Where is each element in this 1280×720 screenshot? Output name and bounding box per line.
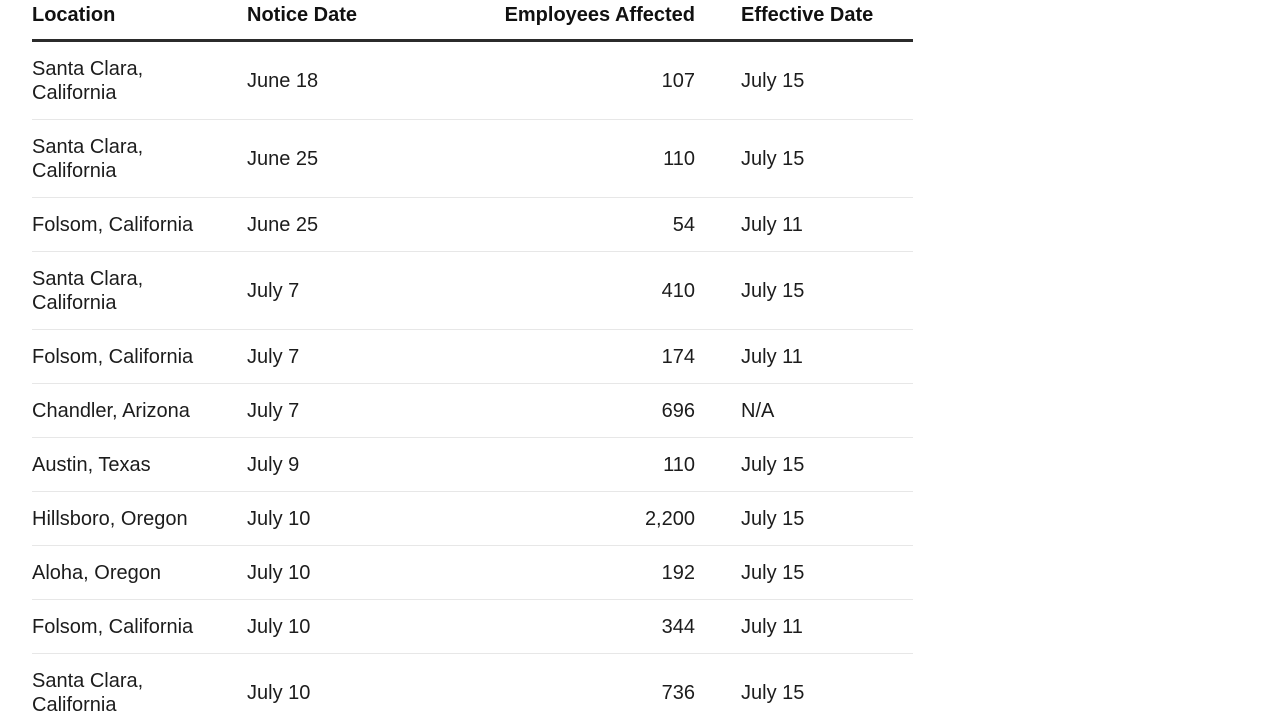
employees-affected-cell: 696 (661, 399, 695, 422)
notice-date-cell: July 7 (247, 279, 300, 302)
effective-date-cell: N/A (741, 399, 775, 422)
location-cell (32, 669, 247, 717)
location-cell (32, 57, 247, 105)
effective-date-cell: July 15 (741, 279, 805, 302)
header-location: Location (32, 4, 116, 26)
location-cell: Folsom, California (32, 213, 194, 236)
table-row (32, 438, 913, 492)
notice-date-cell: July 7 (247, 345, 300, 368)
employees-affected-cell: 174 (661, 345, 695, 368)
table-row (32, 42, 913, 120)
table-row (32, 120, 913, 198)
employees-affected-cell: 736 (661, 682, 695, 704)
employees-affected-cell: 107 (661, 69, 695, 92)
effective-date-cell: July 15 (741, 561, 805, 584)
table-row (32, 654, 913, 720)
employees-affected-cell: 410 (661, 279, 695, 302)
header-employees-affected: Employees Affected (504, 4, 695, 26)
employees-affected-cell: 54 (672, 213, 695, 236)
location-line: California (32, 81, 117, 104)
effective-date-cell: July 15 (741, 453, 805, 476)
location-line: Santa Clara, (32, 670, 144, 692)
employees-affected-cell: 110 (663, 147, 695, 170)
effective-date-cell: July 15 (741, 69, 805, 92)
location-cell (32, 267, 247, 315)
table-row (32, 198, 913, 252)
location-cell: Aloha, Oregon (32, 561, 161, 584)
location-cell: Folsom, California (32, 345, 194, 368)
notice-date-cell: June 25 (247, 147, 319, 170)
location-line: California (32, 694, 117, 716)
notice-date-cell: June 18 (247, 69, 319, 92)
location-cell (32, 135, 247, 183)
effective-date-cell: July 11 (741, 213, 803, 236)
employees-affected-cell: 110 (663, 453, 695, 476)
notice-date-cell: July 10 (247, 682, 311, 704)
notice-date-cell: July 10 (247, 507, 311, 530)
location-cell: Chandler, Arizona (32, 399, 190, 422)
table-header-row (32, 0, 913, 42)
table-row (32, 330, 913, 384)
table-row (32, 546, 913, 600)
notice-date-cell: July 7 (247, 399, 300, 422)
table-row (32, 384, 913, 438)
location-cell: Folsom, California (32, 615, 194, 638)
location-cell: Hillsboro, Oregon (32, 507, 188, 530)
location-line: California (32, 159, 117, 182)
effective-date-cell: July 11 (741, 615, 803, 638)
effective-date-cell: July 15 (741, 147, 805, 170)
location-line: Santa Clara, (32, 135, 144, 158)
location-cell: Austin, Texas (32, 453, 151, 476)
employees-affected-cell: 344 (661, 615, 695, 638)
effective-date-cell: July 15 (741, 682, 805, 704)
table-row (32, 492, 913, 546)
location-line: Santa Clara, (32, 57, 144, 80)
employees-affected-cell: 192 (661, 561, 695, 584)
header-notice-date: Notice Date (247, 4, 358, 26)
location-line: California (32, 291, 117, 314)
location-line: Santa Clara, (32, 267, 144, 290)
layoffs-table (32, 0, 913, 720)
employees-affected-cell: 2,200 (644, 507, 695, 530)
notice-date-cell: July 10 (247, 561, 311, 584)
table-row (32, 252, 913, 330)
notice-date-cell: July 9 (247, 453, 300, 476)
header-effective-date: Effective Date (741, 4, 874, 26)
notice-date-cell: July 10 (247, 615, 311, 638)
notice-date-cell: June 25 (247, 213, 319, 236)
table-row (32, 600, 913, 654)
effective-date-cell: July 11 (741, 345, 803, 368)
effective-date-cell: July 15 (741, 507, 805, 530)
